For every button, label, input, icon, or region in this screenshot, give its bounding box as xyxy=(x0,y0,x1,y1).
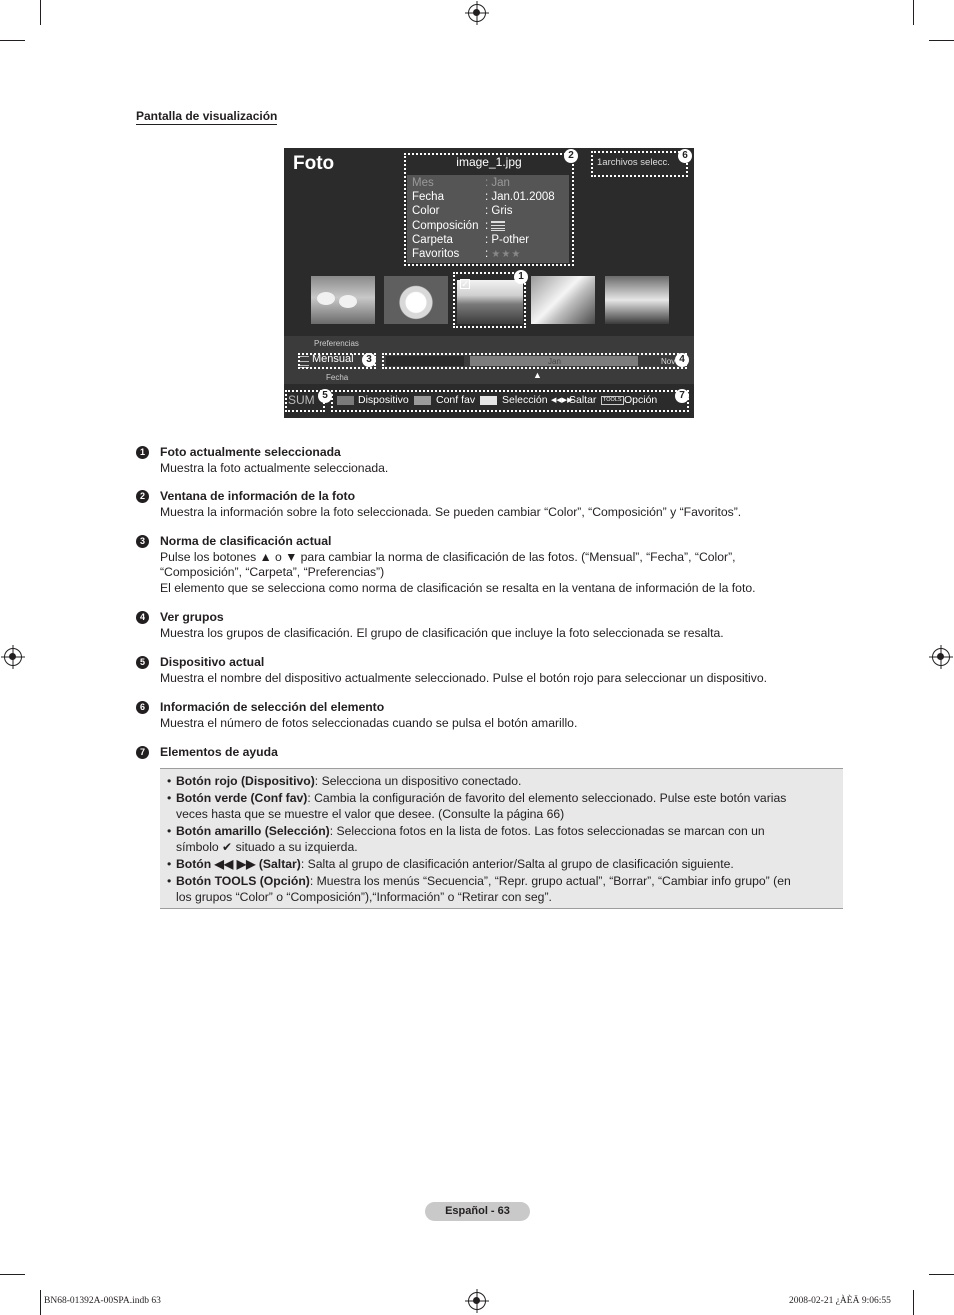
green-button-icon xyxy=(414,396,431,405)
crop-mark xyxy=(913,0,914,25)
current-device: SUM xyxy=(288,393,315,407)
photo-thumbnail[interactable] xyxy=(384,276,448,324)
callout-badge: 1 xyxy=(514,270,528,284)
registration-mark-icon xyxy=(468,4,486,22)
info-row: Favoritos : ★★★ xyxy=(412,248,522,260)
help-bullet: • Botón ◀◀ ▶▶ (Saltar): Salta al grupo de clasificación anterior/Salta al grupo de clasificación siguiente. xyxy=(167,857,833,873)
crop-mark xyxy=(40,0,41,25)
photo-info-window xyxy=(404,153,574,266)
legend-item: 4 Ver grupos Muestra los grupos de clasificación. El grupo de clasificación que incluye la foto seleccionada se resalta. xyxy=(136,610,724,641)
legend-item: 2 Ventana de información de la foto Muestra la información sobre la foto seleccionada. Se pueden cambiar “Color”, “Composición” y “Favoritos”. xyxy=(136,489,741,520)
info-row: Carpeta : P-other xyxy=(412,234,530,246)
tools-key-icon: TOOLS xyxy=(603,397,622,403)
callout-badge: 2 xyxy=(564,149,578,163)
photo-thumbnail[interactable] xyxy=(311,276,375,324)
sort-option-below: Fecha xyxy=(326,373,349,382)
registration-mark-icon xyxy=(468,1292,486,1310)
legend-item: 5 Dispositivo actual Muestra el nombre del dispositivo actualmente seleccionado. Pulse el botón rojo para seleccionar un dispositivo. xyxy=(136,655,767,686)
crop-mark xyxy=(929,1274,954,1275)
info-filename: image_1.jpg xyxy=(456,155,522,169)
red-button-icon xyxy=(337,396,354,405)
group-segment xyxy=(386,356,464,366)
info-box xyxy=(407,175,569,263)
registration-mark-icon xyxy=(932,648,950,666)
composition-icon xyxy=(491,221,505,231)
group-bar[interactable] xyxy=(382,353,687,369)
photo-thumbnail[interactable] xyxy=(605,276,669,324)
footer-file: BN68-01392A-00SPA.indb 63 xyxy=(44,1296,161,1306)
callout-badge: 5 xyxy=(318,389,332,403)
crop-mark xyxy=(0,1274,25,1275)
crop-mark xyxy=(40,1290,41,1315)
help-items-box xyxy=(160,768,843,909)
crop-mark xyxy=(929,40,954,41)
info-row: Mes : Jan xyxy=(412,177,510,189)
info-row: Composición : xyxy=(412,220,505,232)
help-yellow-label[interactable]: Selección xyxy=(502,394,548,406)
callout-badge: 6 xyxy=(678,149,692,163)
legend-item: 1 Foto actualmente seleccionada Muestra la foto actualmente seleccionada. xyxy=(136,445,388,476)
help-bullet: • Botón verde (Conf fav): Cambia la configuración de favorito del elemento seleccionado. Pulse este botón varias veces hasta que se muestre el valor que desee. (Consulte la página 66) xyxy=(167,791,833,822)
legend-item: 7 Elementos de ayuda xyxy=(136,745,278,761)
selection-count: 1archivos selecc. xyxy=(591,151,688,177)
help-bullet: • Botón amarillo (Selección): Selecciona fotos en la lista de fotos. Las fotos seleccionadas se marcan con un símbolo ✔ situado a su izquierda. xyxy=(167,824,833,855)
help-red-label[interactable]: Dispositivo xyxy=(358,394,409,406)
skip-arrows-icon: ◀◀▶▶ xyxy=(551,397,573,404)
footer-date: 2008-02-21 ¿ÀÈÄ 9:06:55 xyxy=(789,1296,891,1306)
page-number: Español - 63 xyxy=(425,1202,530,1221)
up-arrow-icon: ▲ xyxy=(533,370,542,380)
sheep-shape xyxy=(339,295,357,308)
help-skip-label[interactable]: Saltar xyxy=(569,394,597,406)
group-last-label: Nov xyxy=(661,357,676,366)
callout-badge: 7 xyxy=(675,389,689,403)
sort-option-above: Preferencias xyxy=(314,339,359,348)
callout-badge: 3 xyxy=(362,353,376,367)
help-tools-label[interactable]: Opción xyxy=(624,394,658,406)
legend-item: 3 Norma de clasificación actual Pulse los botones ▲ o ▼ para cambiar la norma de clasificación de las fotos. (“Mensual”, “Fecha”, “Color”, “Composición”, “Carpeta”, “Preferencias”) El elemento que se selecciona como norma de clasificación se resalta en la ventana de información de la foto. xyxy=(136,534,756,596)
sheep-shape xyxy=(317,292,335,305)
registration-mark-icon xyxy=(4,648,22,666)
info-row: Color : Gris xyxy=(412,205,513,217)
legend-item: 6 Información de selección del elemento Muestra el número de fotos seleccionadas cuando se pulsa el botón amarillo. xyxy=(136,700,577,731)
section-title: Pantalla de visualización xyxy=(136,109,278,123)
screen-title: Foto xyxy=(293,153,335,174)
current-sort-rule[interactable]: Mensual xyxy=(298,353,376,369)
checkmark-icon: ✓ xyxy=(461,279,469,289)
yellow-button-icon xyxy=(480,396,497,405)
photo-thumbnail[interactable] xyxy=(531,276,595,324)
info-row: Fecha : Jan.01.2008 xyxy=(412,191,555,203)
callout-badge: 4 xyxy=(675,353,689,367)
group-selected-label: Jan xyxy=(548,357,561,366)
favorite-stars-icon: ★★★ xyxy=(491,249,522,260)
help-bullet: • Botón TOOLS (Opción): Muestra los menús “Secuencia”, “Repr. grupo actual”, “Borrar”, “Cambiar info grupo” (en los grupos “Color” o “Composición”),“Información” o “Retirar con seg”. xyxy=(167,874,833,905)
help-bar xyxy=(285,390,691,412)
help-green-label[interactable]: Conf fav xyxy=(436,394,476,406)
crop-mark xyxy=(913,1290,914,1315)
help-bullet: • Botón rojo (Dispositivo): Selecciona un dispositivo conectado. xyxy=(167,774,833,790)
crop-mark xyxy=(0,40,25,41)
